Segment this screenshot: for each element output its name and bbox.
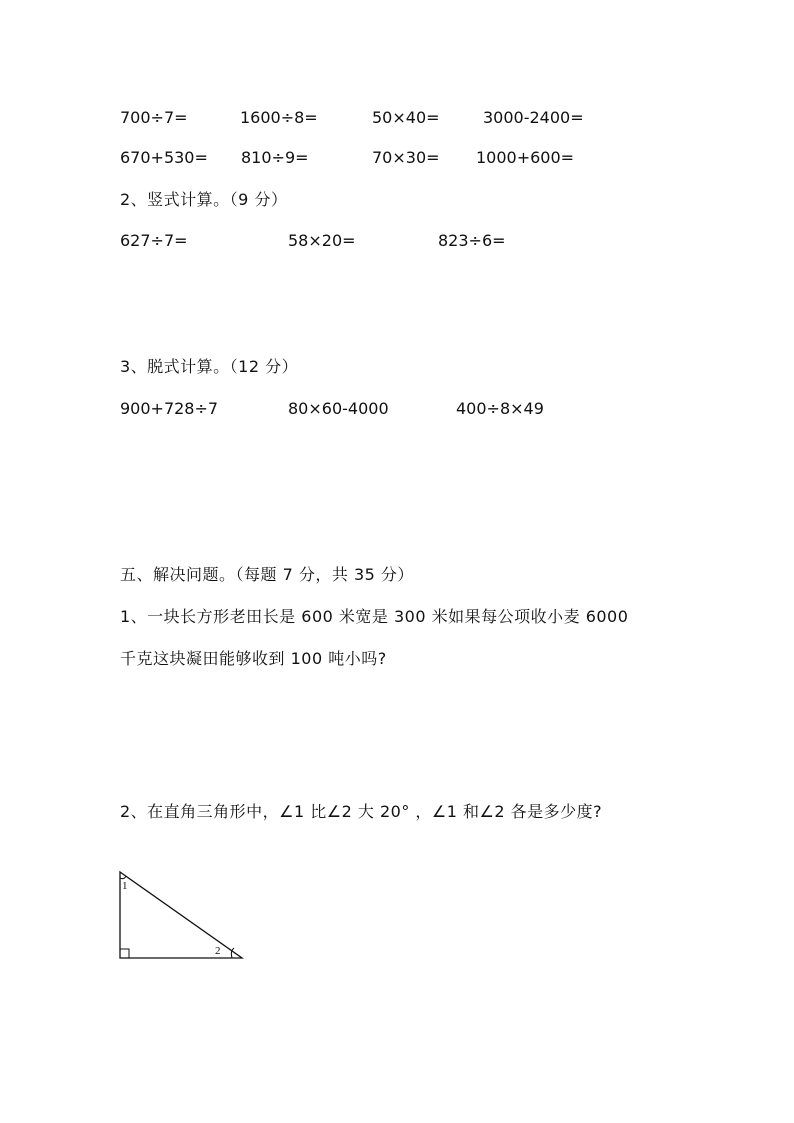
oral-calc-row1-item3: 50×40= <box>372 108 440 127</box>
oral-calc-row1-item2: 1600÷8= <box>240 108 318 127</box>
oral-calc-row2-item2: 810÷9= <box>241 148 309 167</box>
angle1-arc <box>120 876 126 879</box>
oral-calc-row2-item4: 1000+600= <box>476 148 575 167</box>
step-calc-heading: 3、脱式计算。（12 分） <box>120 357 299 376</box>
oral-calc-row2-item3: 70×30= <box>372 148 440 167</box>
step-calc-item3: 400÷8×49 <box>456 399 544 418</box>
oral-calc-row1-item4: 3000-2400= <box>483 108 584 127</box>
question1-line2: 千克这块凝田能够收到 100 吨小吗? <box>120 649 387 668</box>
angle1-label: 1 <box>122 880 128 892</box>
angle2-arc <box>231 948 234 958</box>
vertical-calc-heading: 2、竖式计算。（9 分） <box>120 190 288 209</box>
vertical-calc-item1: 627÷7= <box>120 231 188 250</box>
question1-line1: 1、一块长方形老田长是 600 米宽是 300 米如果每公项收小麦 6000 <box>120 607 629 626</box>
right-angle-mark <box>120 949 129 958</box>
section5-heading: 五、解决问题。（每题 7 分，共 35 分） <box>120 565 414 584</box>
right-triangle-figure <box>112 862 252 966</box>
oral-calc-row1-item1: 700÷7= <box>120 108 188 127</box>
step-calc-item1: 900+728÷7 <box>120 399 219 418</box>
vertical-calc-item3: 823÷6= <box>438 231 506 250</box>
vertical-calc-item2: 58×20= <box>288 231 356 250</box>
step-calc-item2: 80×60-4000 <box>288 399 389 418</box>
oral-calc-row2-item1: 670+530= <box>120 148 208 167</box>
question2: 2、在直角三角形中，∠1 比∠2 大 20° ，∠1 和∠2 各是多少度? <box>120 802 603 821</box>
triangle-outline <box>120 872 242 958</box>
angle2-label: 2 <box>215 945 221 957</box>
